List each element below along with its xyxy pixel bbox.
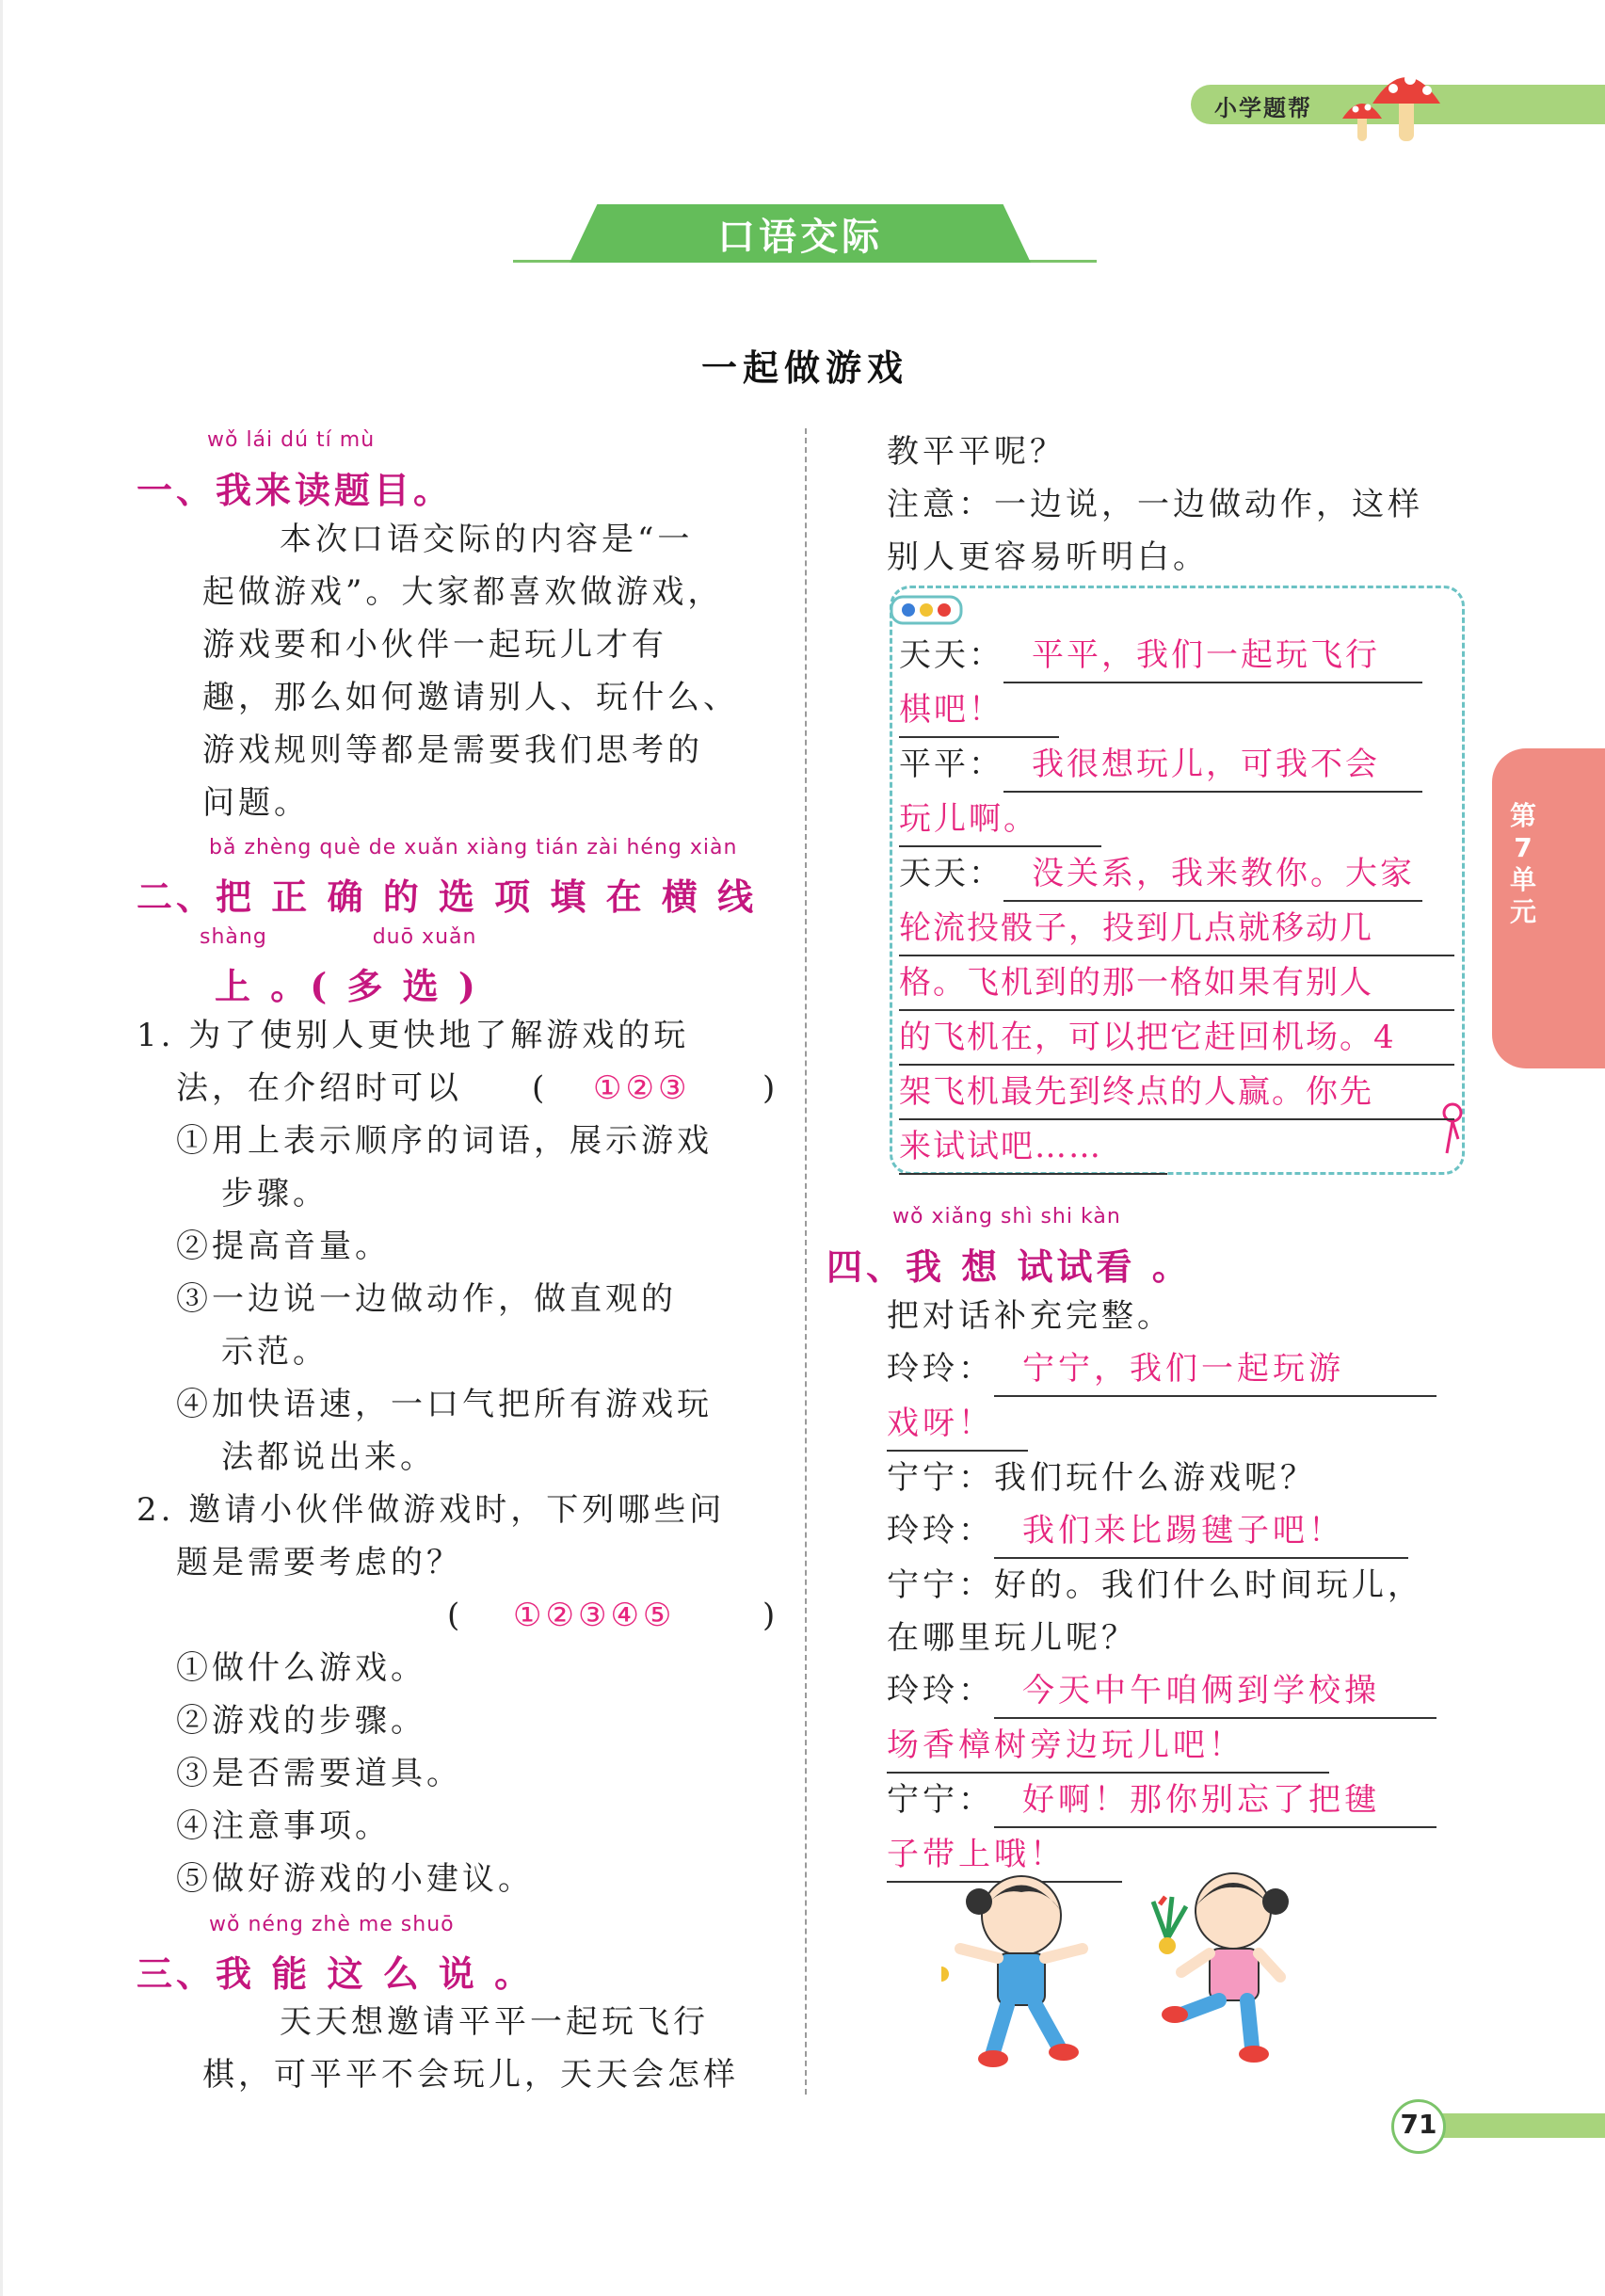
option: 步骤。: [221, 1175, 329, 1212]
answer-row: [136, 1589, 795, 1642]
part2-heading-2: 上 。( 多 选 ): [215, 965, 479, 1007]
paren-open: (: [447, 1597, 464, 1634]
text-line: 天天想邀请平平一起玩飞行: [280, 2003, 709, 2041]
dialog-line: [899, 902, 1464, 956]
answer-text: 的飞机在，可以把它赶回机场。4: [899, 1011, 1454, 1066]
speaker: 天天：: [899, 855, 1003, 892]
part3-pinyin: wǒ néng zhè me shuō: [209, 1913, 455, 1936]
option: ④加快语速，一口气把所有游戏玩: [176, 1386, 713, 1423]
answer-text: 没关系，我来教你。大家: [1003, 847, 1422, 902]
option: ②提高音量。: [176, 1228, 391, 1265]
answer-text: 我们来比踢毽子吧！: [994, 1504, 1408, 1559]
question-text: 1. 为了使别人更快地了解游戏的玩: [136, 1017, 690, 1054]
answer-q2: ①②③④⑤: [513, 1597, 676, 1634]
dialog-line: [887, 1664, 1470, 1719]
option: 示范。: [221, 1333, 329, 1371]
part4-pinyin: wǒ xiǎng shì shi kàn: [892, 1205, 1121, 1228]
question-1: [136, 1009, 795, 1905]
dialog-line: [887, 1719, 1470, 1774]
dialog-line: [899, 1066, 1464, 1120]
answer-text: 平平，我们一起玩飞行: [1003, 629, 1422, 683]
option: ④注意事项。: [176, 1807, 391, 1845]
answer-text: 棋吧！: [899, 683, 1059, 738]
text-line: 本次口语交际的内容是“一: [280, 521, 694, 558]
dialog-line: [899, 1011, 1464, 1066]
speaker: 平平：: [899, 746, 1003, 783]
mushroom-icon: [1337, 58, 1450, 148]
dialog-line: 宁宁：好的。我们什么时间玩儿，: [887, 1566, 1423, 1604]
part4-heading: 四、我 想 试试看 。: [827, 1245, 1192, 1288]
part2-pinyin-2: shàng duō xuǎn: [200, 925, 477, 949]
option: ②游戏的步骤。: [176, 1702, 426, 1740]
option: ③一边说一边做动作，做直观的: [176, 1280, 677, 1318]
answer-text: 子带上哦！: [887, 1828, 1122, 1883]
option: ①用上表示顺序的词语，展示游戏: [176, 1122, 713, 1160]
part3-heading: 三、我 能 这 么 说 。: [136, 1952, 535, 1995]
part2-pinyin: bǎ zhèng què de xuǎn xiàng tián zài héng xiàn: [209, 836, 738, 859]
page-title: 一起做游戏: [700, 346, 908, 389]
speaker: 玲玲：: [887, 1512, 994, 1549]
option: ⑤做好游戏的小建议。: [176, 1860, 534, 1898]
option: ③是否需要道具。: [176, 1755, 462, 1792]
dialog-line: [899, 683, 1464, 738]
traffic-light-icon: [890, 591, 965, 629]
part3-text: [202, 1996, 795, 2101]
text-line: 问题。: [202, 784, 310, 822]
part3-text-cont: [887, 425, 1480, 584]
speaker: 玲玲：: [887, 1672, 994, 1710]
answer-text: 今天中午咱俩到学校操: [994, 1664, 1436, 1719]
answer-text: 好啊！那你别忘了把毽: [994, 1774, 1436, 1828]
answer-text: 格。飞机到的那一格如果有别人: [899, 956, 1454, 1011]
part2-heading: 二、把 正 确 的 选 项 填 在 横 线: [136, 875, 758, 918]
dialog-content: [899, 629, 1464, 1175]
question-text: 2. 邀请小伙伴做游戏时，下列哪些问: [136, 1491, 726, 1529]
part1-pinyin: wǒ lái dú tí mù: [207, 428, 376, 452]
answer-text: 宁宁，我们一起玩游: [994, 1342, 1436, 1397]
dialog-line: [899, 793, 1464, 847]
answer-text: 轮流投骰子，投到几点就移动几: [899, 902, 1454, 956]
speaker: 天天：: [899, 636, 1003, 674]
option: 法都说出来。: [221, 1438, 436, 1476]
dialog-line: [899, 956, 1464, 1011]
dialog-line: [887, 1504, 1470, 1559]
text-line: 起做游戏”。大家都喜欢做游戏，: [202, 573, 724, 611]
question-text: [136, 1062, 795, 1115]
dialog-line: [887, 1774, 1470, 1828]
instruction: 把对话补充完整。: [887, 1297, 1173, 1335]
answer-text: 戏呀！: [887, 1397, 1028, 1452]
dialog-line: 宁宁：我们玩什么游戏呢？: [887, 1459, 1316, 1497]
option: ①做什么游戏。: [176, 1649, 426, 1687]
column-divider: [805, 428, 807, 2095]
question-text: 题是需要考虑的？: [176, 1544, 462, 1582]
dialog-line: [899, 738, 1464, 793]
text-line: 别人更容易听明白。: [887, 538, 1209, 576]
page-number: 71: [1400, 2109, 1437, 2140]
part1-heading: 一、我来读题目。: [136, 469, 454, 511]
text-line: 趣，那么如何邀请别人、玩什么、: [202, 679, 739, 716]
section-banner-label: 口语交际: [717, 216, 883, 259]
paren-open: (: [532, 1069, 549, 1107]
paren-close: ): [762, 1069, 779, 1107]
text-line: 棋，可平平不会玩儿，天天会怎样: [202, 2056, 739, 2094]
text-line: 注意：一边说，一边做动作，这样: [887, 486, 1423, 523]
dialog-line: [887, 1397, 1470, 1452]
part4-dialog: [887, 1290, 1470, 1883]
answer-text: 来试试吧……: [899, 1120, 1167, 1175]
page-edge: [0, 0, 3, 2296]
paren-close: ): [762, 1597, 779, 1634]
question-text-line2: 法，在介绍时可以: [176, 1069, 462, 1107]
answer-text: 玩儿啊。: [899, 793, 1101, 847]
text-line: 游戏要和小伙伴一起玩儿才有: [202, 626, 667, 664]
speaker: 玲玲：: [887, 1350, 994, 1388]
dialog-line: 在哪里玩儿呢？: [887, 1619, 1137, 1657]
dialog-line: [887, 1342, 1470, 1397]
text-line: 游戏规则等都是需要我们思考的: [202, 731, 703, 769]
speaker: 宁宁：: [887, 1781, 994, 1819]
dialog-line: [899, 847, 1464, 902]
unit-tab-label: 第 7 单 元: [1509, 800, 1536, 927]
answer-text: 场香樟树旁边玩儿吧！: [887, 1719, 1329, 1774]
brand-label: 小学题帮: [1214, 95, 1312, 121]
answer-q1: ①②③: [593, 1069, 691, 1107]
answer-text: 我很想玩儿，可我不会: [1003, 738, 1422, 793]
dialog-line: [899, 1120, 1464, 1175]
children-playing-illustration: [941, 1859, 1318, 2085]
dialog-line: [899, 629, 1464, 683]
text-line: 教平平呢？: [887, 433, 1066, 471]
answer-text: 架飞机最先到终点的人赢。你先: [899, 1066, 1454, 1120]
part1-text: [202, 513, 791, 829]
